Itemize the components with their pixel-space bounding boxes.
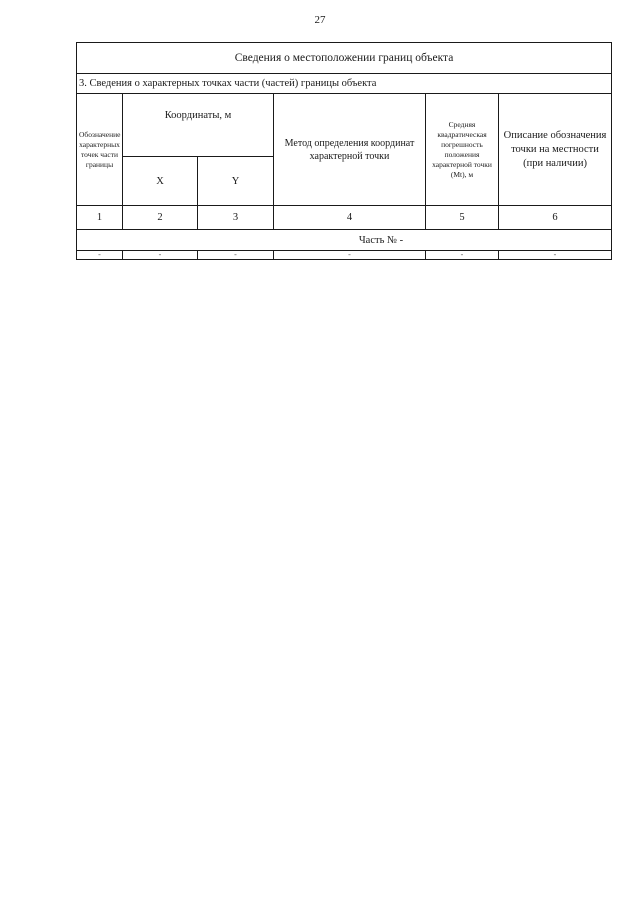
column-number: 5 (426, 206, 499, 230)
header-description: Описание обозначения точки на местности (при наличии) (499, 94, 612, 206)
empty-value: - (77, 251, 123, 260)
header-y: Y (198, 157, 274, 206)
column-numbers-row (77, 206, 612, 230)
part-row (77, 230, 612, 251)
empty-value: - (499, 251, 612, 260)
header-point-designation: Обозначение характерных точек части границы (77, 94, 123, 206)
empty-value: - (426, 251, 499, 260)
empty-value: - (198, 251, 274, 260)
column-number: 4 (274, 206, 426, 230)
header-x: X (123, 157, 198, 206)
table-title: Сведения о местоположении границ объекта (77, 43, 612, 74)
part-label: Часть № - (77, 230, 612, 251)
boundary-points-table (76, 42, 612, 260)
column-number: 1 (77, 206, 123, 230)
page-number: 27 (314, 14, 326, 26)
table-row (77, 251, 612, 260)
header-mean-square-error: Средняя квадратическая погрешность положения характерной точки (Mt), м (426, 94, 499, 206)
section-heading: 3. Сведения о характерных точках части (частей) границы объекта (77, 74, 612, 94)
column-number: 2 (123, 206, 198, 230)
column-number: 6 (499, 206, 612, 230)
header-method: Метод определения координат характерной точки (274, 94, 426, 206)
empty-value: - (123, 251, 198, 260)
header-coordinates: Координаты, м (123, 94, 274, 157)
empty-value: - (274, 251, 426, 260)
column-number: 3 (198, 206, 274, 230)
